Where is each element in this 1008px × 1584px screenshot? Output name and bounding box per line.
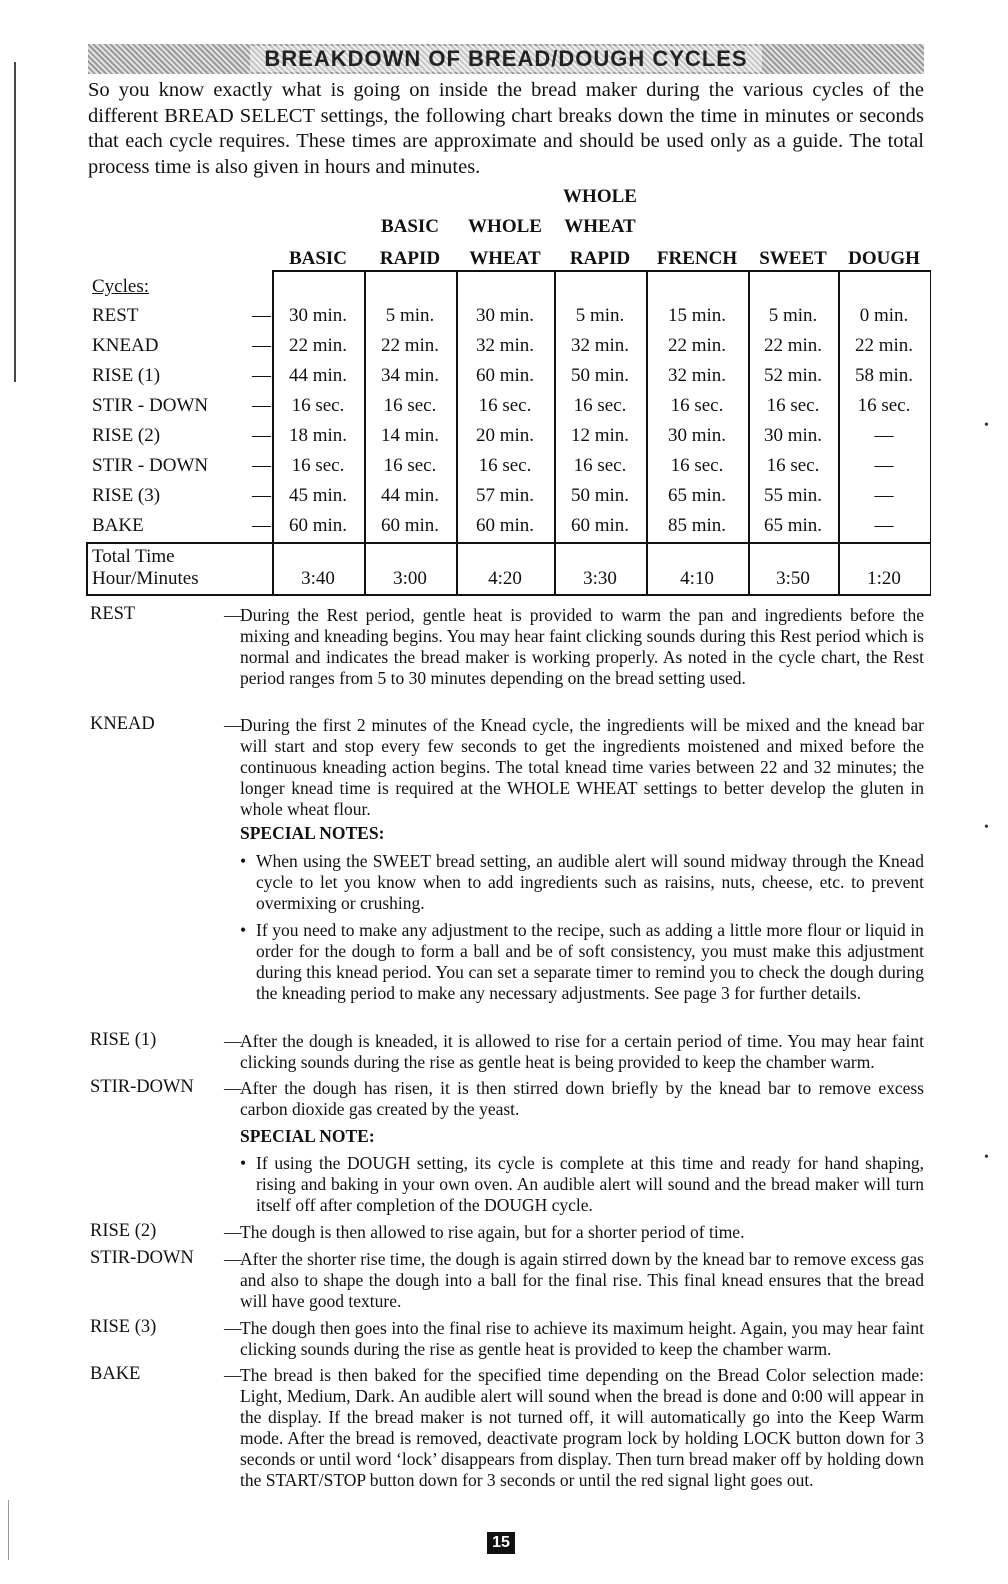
table-cell: 57 min. <box>475 485 535 506</box>
table-cell: 15 min. <box>667 305 727 326</box>
table-cell: 16 sec. <box>670 395 724 416</box>
col-header-french <box>646 248 748 270</box>
table-cell: 5 min. <box>385 305 435 326</box>
col-header-sweet <box>748 248 838 270</box>
table-cell: 16 sec. <box>573 455 627 476</box>
col-header-whole-wheat <box>456 216 554 270</box>
margin-mark: • <box>984 418 989 433</box>
row-label: RISE (2) <box>92 425 161 446</box>
desc-term: STIR-DOWN <box>90 1077 194 1097</box>
total-cell: 3:30 <box>583 568 617 589</box>
table-cell: 16 sec. <box>291 395 345 416</box>
desc-term: KNEAD <box>90 714 155 734</box>
table-cell: 55 min. <box>763 485 823 506</box>
table-cell: 16 sec. <box>573 395 627 416</box>
desc-text: During the Rest period, gentle heat is provided to warm the pan and ingredients before the mixing and kneading begins. You may hear faint clicking sounds during this Rest period which is normal and indicates the bread maker is working properly. As noted in the cycle chart, the Rest period ranges from 5 to 30 minutes depending on the bread setting used. <box>240 605 924 688</box>
row-dash: — <box>252 425 271 446</box>
table-cell: 30 min. <box>475 305 535 326</box>
table-total-left-rule <box>86 542 88 596</box>
col-header-line: RAPID <box>379 248 441 269</box>
table-cell: 16 sec. <box>670 455 724 476</box>
bullet-icon: • <box>240 920 247 940</box>
desc-term: REST <box>90 604 136 624</box>
row-label: REST <box>92 305 139 326</box>
table-cell: 5 min. <box>768 305 818 326</box>
desc-text: After the shorter rise time, the dough is again stirred down by the knead bar to remove excess gas and also to shape the dough into a ball for the final rise. This final knead ensures that the bread will have good texture. <box>240 1249 924 1311</box>
table-cell: 60 min. <box>475 515 535 536</box>
table-cell: 60 min. <box>288 515 348 536</box>
special-notes-heading: SPECIAL NOTES: <box>240 823 385 843</box>
table-cell: 14 min. <box>380 425 440 446</box>
desc-term: RISE (1) <box>90 1030 157 1050</box>
bullet-icon: • <box>240 1153 247 1173</box>
table-cell: 0 min. <box>859 305 909 326</box>
row-dash: — <box>252 455 271 476</box>
row-dash: — <box>252 395 271 416</box>
table-cell: 85 min. <box>667 515 727 536</box>
table-cell: 30 min. <box>288 305 348 326</box>
margin-mark: • <box>984 1150 989 1165</box>
desc-text: After the dough is kneaded, it is allowed to rise for a certain period of time. You may hear faint clicking sounds during the rise as gentle heat is being provided to keep the chamber warm. <box>240 1031 924 1072</box>
row-dash: — <box>252 365 271 386</box>
table-cell: — <box>874 425 894 446</box>
row-dash: — <box>252 485 271 506</box>
table-cell: 34 min. <box>380 365 440 386</box>
table-cell: 50 min. <box>570 365 630 386</box>
table-cell: 20 min. <box>475 425 535 446</box>
note-item: If you need to make any adjustment to the recipe, such as adding a little more flour or liquid in order for the dough to form a ball and be of soft consistency, you must make this adjustment during this knead period. You can set a separate timer to remind you to check the dough during the kneading period to make any necessary adjustments. See page 3 for further details. <box>256 920 924 1003</box>
desc-text: The bread is then baked for the specified time depending on the Bread Color selection made: Light, Medium, Dark. An audible alert will sound when the bread is done and 0:00 will appear in the display. If the bread maker is not turned off, it will automatically go into the Keep Warm mode. After the bread is removed, deactivate program lock by holding LOCK button down for 3 seconds or until word ‘lock’ disappears from display. Then turn bread maker off by holding down the START/STOP button down for 3 seconds or until the red signal light goes out. <box>240 1365 924 1490</box>
table-cell: 22 min. <box>380 335 440 356</box>
desc-text: During the first 2 minutes of the Knead cycle, the ingredients will be mixed and the knead bar will start and stop every few seconds to get the ingredients moistened and mixed before the continuous kneading action begins. The total knead time varies between 22 and 32 minutes; the longer knead time is required at the WHOLE WHEAT settings to better develop the gluten in whole wheat flour. <box>240 715 924 819</box>
table-cell: 22 min. <box>763 335 823 356</box>
col-header-basic <box>272 248 364 270</box>
col-header-line: WHOLE <box>563 186 637 207</box>
table-cell: 65 min. <box>667 485 727 506</box>
desc-text: After the dough has risen, it is then stirred down briefly by the knead bar to remove excess carbon dioxide gas created by the yeast. <box>240 1078 924 1119</box>
table-top-rule <box>272 270 930 272</box>
table-cell: 16 sec. <box>478 395 532 416</box>
table-cell: — <box>874 455 894 476</box>
row-label: RISE (3) <box>92 485 161 506</box>
table-cell: 22 min. <box>288 335 348 356</box>
col-header-line: SWEET <box>759 248 827 269</box>
table-cell: 5 min. <box>575 305 625 326</box>
desc-dash: — <box>224 1249 242 1269</box>
total-label: Total Time <box>92 546 175 567</box>
section-banner <box>88 44 924 74</box>
table-cell: 60 min. <box>475 365 535 386</box>
desc-dash: — <box>224 605 242 625</box>
row-dash: — <box>252 305 271 326</box>
table-cell: — <box>874 485 894 506</box>
col-header-basic-rapid <box>364 216 456 270</box>
table-cell: 18 min. <box>288 425 348 446</box>
col-header-line: DOUGH <box>848 248 920 269</box>
desc-dash: — <box>224 1318 242 1338</box>
page-number: 15 <box>487 1532 515 1554</box>
col-header-line: WHOLE <box>468 216 542 237</box>
table-cell: 12 min. <box>570 425 630 446</box>
table-total-rule <box>86 542 930 544</box>
desc-dash: — <box>224 1222 242 1242</box>
note-item: If using the DOUGH setting, its cycle is complete at this time and ready for hand shaping, rising and baking in your own oven. An audible alert will sound and the bread maker will turn itself off after completion of the DOUGH cycle. <box>256 1153 924 1215</box>
total-cell: 4:20 <box>488 568 522 589</box>
table-cell: 32 min. <box>667 365 727 386</box>
desc-term: RISE (2) <box>90 1221 157 1241</box>
table-cell: 22 min. <box>854 335 914 356</box>
intro-paragraph: So you know exactly what is going on inside the bread maker during the various cycles of the different BREAD SELECT settings, the following chart breaks down the time in minutes or seconds that each cycle requires. These times are approximate and should be used only as a guide. The total process time is also given in hours and minutes. <box>88 79 924 178</box>
table-cell: 44 min. <box>288 365 348 386</box>
desc-term: STIR-DOWN <box>90 1248 194 1268</box>
bullet-icon: • <box>240 851 247 871</box>
special-note-heading: SPECIAL NOTE: <box>240 1126 375 1146</box>
desc-text: The dough is then allowed to rise again, but for a shorter period of time. <box>240 1222 745 1242</box>
total-cell: 1:20 <box>867 568 901 589</box>
row-label: KNEAD <box>92 335 159 356</box>
table-cell: 22 min. <box>667 335 727 356</box>
table-cell: 44 min. <box>380 485 440 506</box>
row-label: RISE (1) <box>92 365 161 386</box>
total-cell: 3:40 <box>301 568 335 589</box>
table-cell: 60 min. <box>570 515 630 536</box>
table-cell: 58 min. <box>854 365 914 386</box>
total-label: Hour/Minutes <box>92 568 199 589</box>
desc-dash: — <box>224 1078 242 1098</box>
cycles-label: Cycles: <box>92 276 149 297</box>
desc-dash: — <box>224 1031 242 1051</box>
table-bottom-rule <box>86 594 930 596</box>
left-margin-tick <box>8 1500 9 1560</box>
table-cell: 16 sec. <box>383 455 437 476</box>
row-dash: — <box>252 335 271 356</box>
table-cell: 16 sec. <box>766 455 820 476</box>
total-cell: 3:00 <box>393 568 427 589</box>
col-header-line: RAPID <box>569 248 631 269</box>
table-cell: 50 min. <box>570 485 630 506</box>
col-header-whole-wheat-rapid <box>554 186 646 270</box>
desc-dash: — <box>224 715 242 735</box>
row-dash: — <box>252 515 271 536</box>
row-label: BAKE <box>92 515 144 536</box>
table-cell: 16 sec. <box>766 395 820 416</box>
table-cell: 45 min. <box>288 485 348 506</box>
table-cell: 32 min. <box>570 335 630 356</box>
col-header-line: FRENCH <box>656 248 738 269</box>
col-header-line: BASIC <box>288 248 348 269</box>
desc-dash: — <box>224 1365 242 1385</box>
table-cell: 16 sec. <box>383 395 437 416</box>
note-item: When using the SWEET bread setting, an audible alert will sound midway through the Knead cycle to let you know when to add ingredients such as raisins, nuts, cheese, etc. to prevent overmixing or crushing. <box>256 851 924 913</box>
total-cell: 4:10 <box>680 568 714 589</box>
row-label: STIR - DOWN <box>92 455 209 476</box>
row-label: STIR - DOWN <box>92 395 209 416</box>
table-cell: 16 sec. <box>857 395 911 416</box>
total-cell: 3:50 <box>776 568 810 589</box>
table-cell: 16 sec. <box>291 455 345 476</box>
table-cell: 32 min. <box>475 335 535 356</box>
table-cell: 16 sec. <box>478 455 532 476</box>
col-header-line: BASIC <box>380 216 440 237</box>
table-cell: 52 min. <box>763 365 823 386</box>
table-cell: 30 min. <box>667 425 727 446</box>
desc-term: BAKE <box>90 1364 141 1384</box>
desc-term: RISE (3) <box>90 1317 157 1337</box>
col-header-dough <box>838 248 930 270</box>
margin-mark: • <box>984 820 989 835</box>
col-header-line: WHEAT <box>564 216 636 237</box>
section-title: BREAKDOWN OF BREAD/DOUGH CYCLES <box>250 46 761 72</box>
table-cell: — <box>874 515 894 536</box>
col-header-line: WHEAT <box>469 248 541 269</box>
desc-text: The dough then goes into the final rise to achieve its maximum height. Again, you may hear faint clicking sounds during the rise as gentle heat is provided to keep the chamber warm. <box>240 1318 924 1359</box>
table-cell: 65 min. <box>763 515 823 536</box>
left-margin-rule <box>14 62 16 382</box>
table-cell: 30 min. <box>763 425 823 446</box>
table-cell: 60 min. <box>380 515 440 536</box>
